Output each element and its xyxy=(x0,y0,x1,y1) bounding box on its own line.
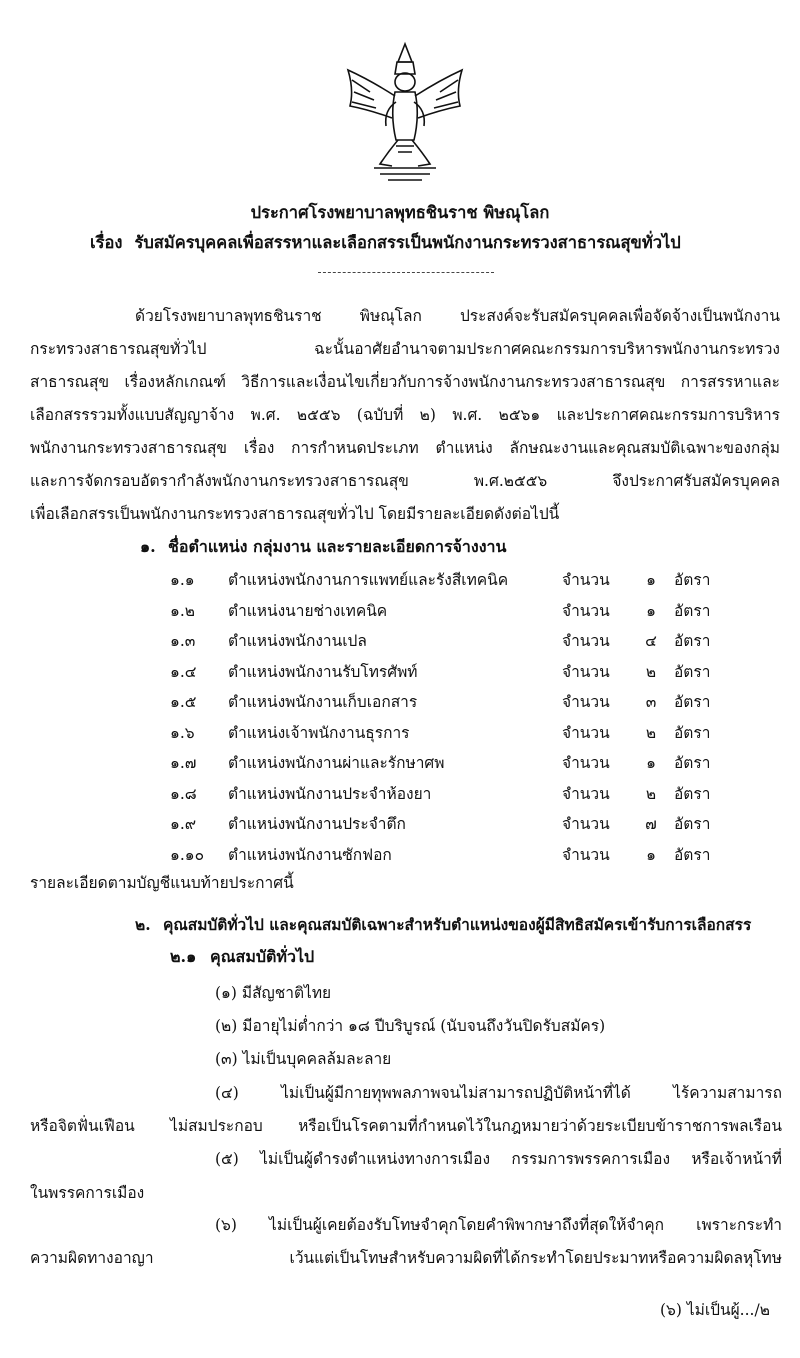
position-quantity: ๒ xyxy=(645,723,657,742)
position-count-label: จำนวน xyxy=(562,693,610,711)
section-1-heading xyxy=(140,535,506,560)
position-unit-label: อัตรา xyxy=(674,632,711,650)
position-unit-label: อัตรา xyxy=(674,784,711,803)
position-count-label: จำนวน xyxy=(562,632,610,650)
section-number: ๒. xyxy=(135,915,151,934)
subsection-number: ๒.๑ xyxy=(170,947,197,966)
qualification-item-continued: หรือจิตฟั่นเฟือน ไม่สมประกอบ หรือเป็นโรคตามที่กำหนดไว้ในกฎหมายว่าด้วยระเบียบข้าราชการพลเรือน xyxy=(30,1117,782,1135)
position-unit-label: อัตรา xyxy=(674,754,711,772)
position-unit-label: อัตรา xyxy=(674,662,711,681)
intro-paragraph xyxy=(30,300,780,531)
subject-text: รับสมัครบุคคลเพื่อสรรหาและเลือกสรรเป็นพนักงานกระทรวงสาธารณสุขทั่วไป xyxy=(134,233,681,252)
position-row xyxy=(170,779,730,809)
position-unit-label: อัตรา xyxy=(674,815,711,833)
position-row xyxy=(170,809,730,839)
position-row xyxy=(170,718,730,748)
position-unit-label: อัตรา xyxy=(674,601,711,620)
position-title: ตำแหน่งพนักงานการแพทย์และรังสีเทคนิค xyxy=(228,571,509,589)
qualification-item: (๖) ไม่เป็นผู้เคยต้องรับโทษจำคุกโดยคำพิพากษาถึงที่สุดให้จำคุก เพราะกระทำ xyxy=(215,1216,782,1234)
position-unit-label: อัตรา xyxy=(674,723,711,742)
position-title: ตำแหน่งพนักงานเก็บเอกสาร xyxy=(228,693,418,711)
position-row xyxy=(170,687,730,717)
intro-line: และการจัดกรอบอัตรากำลังพนักงานกระทรวงสาธารณสุข พ.ศ.๒๕๕๖ จึงประกาศรับสมัครบุคคล xyxy=(30,472,780,490)
position-quantity: ๒ xyxy=(645,662,657,681)
position-count-label: จำนวน xyxy=(562,815,610,833)
position-title: ตำแหน่งเจ้าพนักงานธุรการ xyxy=(228,723,410,742)
position-number: ๑.๔ xyxy=(170,662,197,681)
position-row xyxy=(170,626,730,656)
position-quantity: ๒ xyxy=(645,784,657,803)
position-number: ๑.๗ xyxy=(170,754,197,772)
position-number: ๑.๘ xyxy=(170,784,197,803)
qualification-item: (๕) ไม่เป็นผู้ดำรงตำแหน่งทางการเมือง กรรมการพรรคการเมือง หรือเจ้าหน้าที่ xyxy=(215,1150,782,1168)
position-number: ๑.๖ xyxy=(170,723,195,742)
qualification-item-continued: ในพรรคการเมือง xyxy=(30,1184,145,1202)
position-quantity: ๑ xyxy=(646,571,656,589)
intro-line: กระทรวงสาธารณสุขทั่วไป ฉะนั้นอาศัยอำนาจตามประกาศคณะกรรมการบริหารพนักงานกระทรวง xyxy=(30,340,780,358)
position-quantity: ๓ xyxy=(645,693,657,711)
position-row xyxy=(170,565,730,595)
position-unit-label: อัตรา xyxy=(674,693,711,711)
subsection-title: คุณสมบัติทั่วไป xyxy=(210,947,315,966)
subject-label: เรื่อง xyxy=(90,233,123,252)
position-row xyxy=(170,596,730,626)
position-count-label: จำนวน xyxy=(562,571,610,589)
section-number: ๑. xyxy=(140,537,156,556)
position-row xyxy=(170,657,730,687)
intro-line: สาธารณสุข เรื่องหลักเกณฑ์ วิธีการและเงื่อนไขเกี่ยวกับการจ้างพนักงานกระทรวงสาธารณสุข การสรรหาและ xyxy=(30,373,780,391)
position-quantity: ๑ xyxy=(646,601,656,620)
position-number: ๑.๓ xyxy=(170,632,196,650)
position-count-label: จำนวน xyxy=(562,845,610,864)
page-continuation: (๖) ไม่เป็นผู้.../๒ xyxy=(660,1301,770,1319)
position-row xyxy=(170,748,730,778)
position-number: ๑.๑ xyxy=(170,571,195,589)
position-title: ตำแหน่งพนักงานซักฟอก xyxy=(228,845,392,864)
qualification-item-continued: ความผิดทางอาญา เว้นแต่เป็นโทษสำหรับความผิดที่ได้กระทำโดยประมาทหรือความผิดลหุโทษ xyxy=(30,1249,782,1267)
position-row xyxy=(170,840,730,870)
position-number: ๑.๒ xyxy=(170,601,195,620)
position-title: ตำแหน่งนายช่างเทคนิค xyxy=(228,601,388,620)
intro-line: ด้วยโรงพยาบาลพุทธชินราช พิษณุโลก ประสงค์จะรับสมัครบุคคลเพื่อจัดจ้างเป็นพนักงาน xyxy=(135,307,780,325)
position-title: ตำแหน่งพนักงานประจำตึก xyxy=(228,815,406,833)
document-title: ประกาศโรงพยาบาลพุทธชินราช พิษณุโลก xyxy=(250,203,550,222)
title-divider xyxy=(318,272,494,273)
position-quantity: ๑ xyxy=(646,845,656,864)
position-count-label: จำนวน xyxy=(562,784,610,803)
section-2-heading xyxy=(135,912,751,937)
qualification-item: (๓) ไม่เป็นบุคคลล้มละลาย xyxy=(215,1050,392,1068)
position-unit-label: อัตรา xyxy=(674,571,711,589)
attachment-note: รายละเอียดตามบัญชีแนบท้ายประกาศนี้ xyxy=(30,874,294,892)
section-title: คุณสมบัติทั่วไป และคุณสมบัติเฉพาะสำหรับตำแหน่งของผู้มีสิทธิสมัครเข้ารับการเลือกสรร xyxy=(163,915,752,934)
intro-line: พนักงานกระทรวงสาธารณสุข เรื่อง การกำหนดประเภท ตำแหน่ง ลักษณะงานและคุณสมบัติเฉพาะของกลุ่ม xyxy=(30,439,780,457)
position-count-label: จำนวน xyxy=(562,723,610,742)
subsection-2-1-heading xyxy=(170,945,314,970)
intro-line: เพื่อเลือกสรรเป็นพนักงานกระทรวงสาธารณสุขทั่วไป โดยมีรายละเอียดดังต่อไปนี้ xyxy=(30,505,560,523)
position-title: ตำแหน่งพนักงานเปล xyxy=(228,632,367,650)
qualification-item: (๑) มีสัญชาติไทย xyxy=(215,984,332,1002)
position-number: ๑.๕ xyxy=(170,693,197,711)
position-count-label: จำนวน xyxy=(562,662,610,681)
position-quantity: ๗ xyxy=(645,815,657,833)
position-quantity: ๑ xyxy=(646,754,656,772)
position-quantity: ๔ xyxy=(645,632,657,650)
section-title: ชื่อตำแหน่ง กลุ่มงาน และรายละเอียดการจ้างงาน xyxy=(168,537,507,556)
document-subject xyxy=(90,230,681,256)
position-count-label: จำนวน xyxy=(562,601,610,620)
position-unit-label: อัตรา xyxy=(674,845,711,864)
position-number: ๑.๑๐ xyxy=(170,845,205,864)
position-title: ตำแหน่งพนักงานรับโทรศัพท์ xyxy=(228,662,418,681)
intro-line: เลือกสรรรวมทั้งแบบสัญญาจ้าง พ.ศ. ๒๕๕๖ (ฉบับที่ ๒) พ.ศ. ๒๕๖๑ และประกาศคณะกรรมการบริหาร xyxy=(30,406,780,424)
position-number: ๑.๙ xyxy=(170,815,197,833)
qualification-item: (๒) มีอายุไม่ต่ำกว่า ๑๘ ปีบริบูรณ์ (นับจนถึงวันปิดรับสมัคร) xyxy=(215,1017,606,1035)
position-count-label: จำนวน xyxy=(562,754,610,772)
position-title: ตำแหน่งพนักงานประจำห้องยา xyxy=(228,784,432,803)
garuda-emblem-icon xyxy=(340,40,470,185)
qualification-item: (๔) ไม่เป็นผู้มีกายทุพพลภาพจนไม่สามารถปฏิบัติหน้าที่ได้ ไร้ความสามารถ xyxy=(215,1084,782,1102)
position-title: ตำแหน่งพนักงานผ่าและรักษาศพ xyxy=(228,754,445,772)
